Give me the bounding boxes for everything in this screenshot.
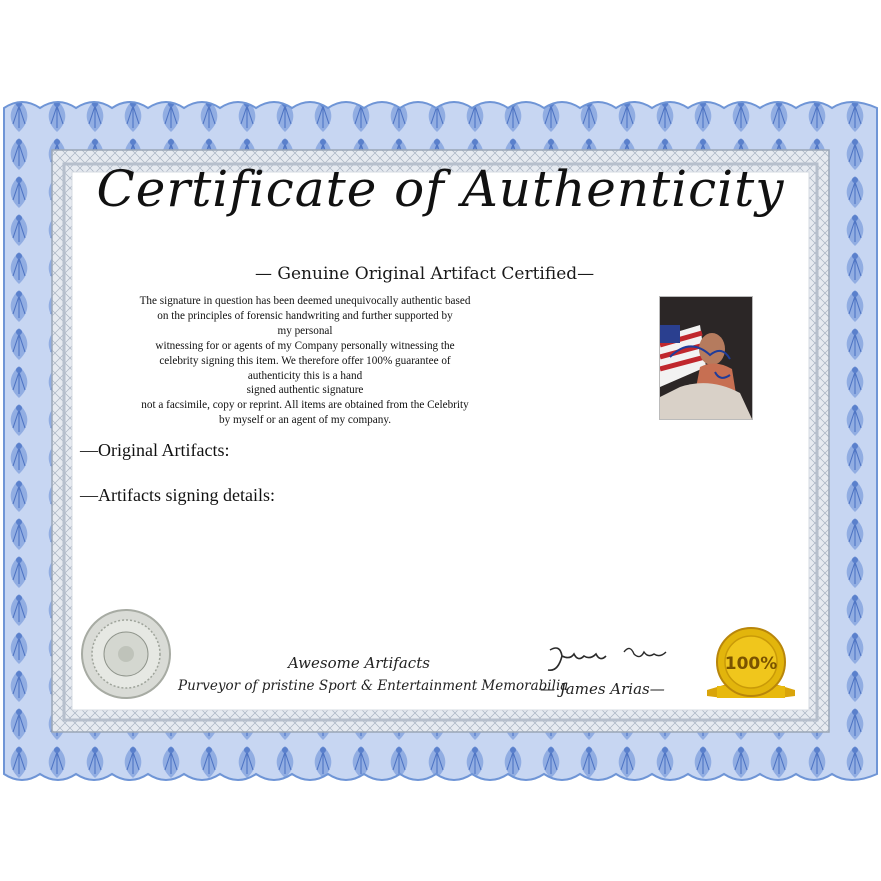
statement-line: signed authentic signature [246,384,364,397]
gold-badge-text: 100% [724,654,778,674]
company-name: Awesome Artifacts [288,654,430,672]
gold-guarantee-seal-icon [703,626,799,706]
embossed-seal-icon [80,608,172,700]
statement-line: my personal [277,324,333,337]
signing-details-heading: —Artifacts signing details: [80,485,275,505]
signer-name: — James Arias— [540,680,665,698]
handwritten-signature [540,642,680,682]
authenticity-statement [82,294,528,428]
certificate-subtitle: — Genuine Original Artifact Certified— [255,264,595,284]
signed-photo [659,296,753,420]
original-artifacts-heading: —Original Artifacts: [80,440,230,460]
statement-line: authenticity this is a hand [247,369,363,382]
company-tagline: Purveyor of pristine Sport & Entertainment Memorabilia [178,678,569,694]
certificate-title: Certificate of Authenticity [96,160,785,218]
statement-line: by myself or an agent of my company. [218,414,391,427]
statement-line: witnessing for or agents of my Company personally witnessing the [155,339,455,352]
statement-line: not a facsimile, copy or reprint. All items are obtained from the Celebrity [141,399,469,412]
statement-line: on the principles of forensic handwriting and further supported by [157,309,453,322]
statement-line: The signature in question has been deemed unequivocally authentic based [139,295,471,307]
statement-line: celebrity signing this item. We therefore offer 100% guarantee of [159,354,451,367]
